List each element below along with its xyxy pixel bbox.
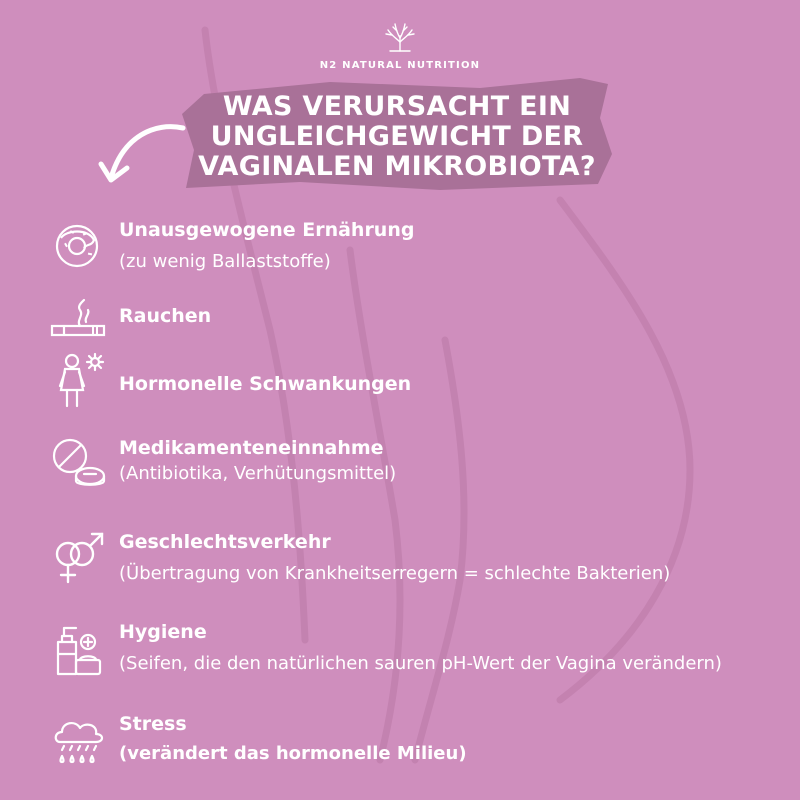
- brand-logo: [0, 22, 800, 71]
- page-title-line-3: VAGINALEN MIKROBIOTA?: [198, 151, 596, 182]
- brand-name: N2 NATURAL NUTRITION: [319, 60, 481, 71]
- pills-icon: [50, 436, 106, 492]
- item-title: Geschlechtsverkehr: [119, 531, 331, 553]
- cigarette-icon: [50, 296, 106, 352]
- rain-cloud-icon: [50, 712, 106, 768]
- page-title-line-1: WAS VERURSACHT EIN: [222, 91, 572, 122]
- item-detail: (zu wenig Ballaststoffe): [119, 251, 331, 272]
- page-title: [180, 92, 614, 182]
- page-title-line-2: UNGLEICHGEWICHT DER: [210, 121, 584, 152]
- item-title: Hormonelle Schwankungen: [119, 373, 412, 395]
- coral-tree-icon: [382, 22, 418, 52]
- item-detail: (verändert das hormonelle Milieu): [119, 743, 467, 764]
- item-title: Rauchen: [119, 305, 212, 327]
- item-detail: (Übertragung von Krankheitserregern = schlechte Bakterien): [119, 563, 671, 584]
- woman-hormone-icon: [50, 352, 106, 408]
- gender-symbols-icon: [50, 530, 106, 586]
- item-title: Hygiene: [119, 621, 207, 643]
- soap-bottle-icon: [50, 620, 106, 676]
- item-title: Stress: [119, 713, 187, 735]
- item-title: Medikamenteneinnahme: [119, 437, 384, 459]
- item-detail: (Antibiotika, Verhütungsmittel): [119, 463, 397, 484]
- item-title: Unausgewogene Ernährung: [119, 219, 415, 241]
- donut-icon: [50, 218, 106, 274]
- curved-arrow-icon: [95, 118, 195, 198]
- item-detail: (Seifen, die den natürlichen sauren pH-Wert der Vagina verändern): [119, 653, 722, 674]
